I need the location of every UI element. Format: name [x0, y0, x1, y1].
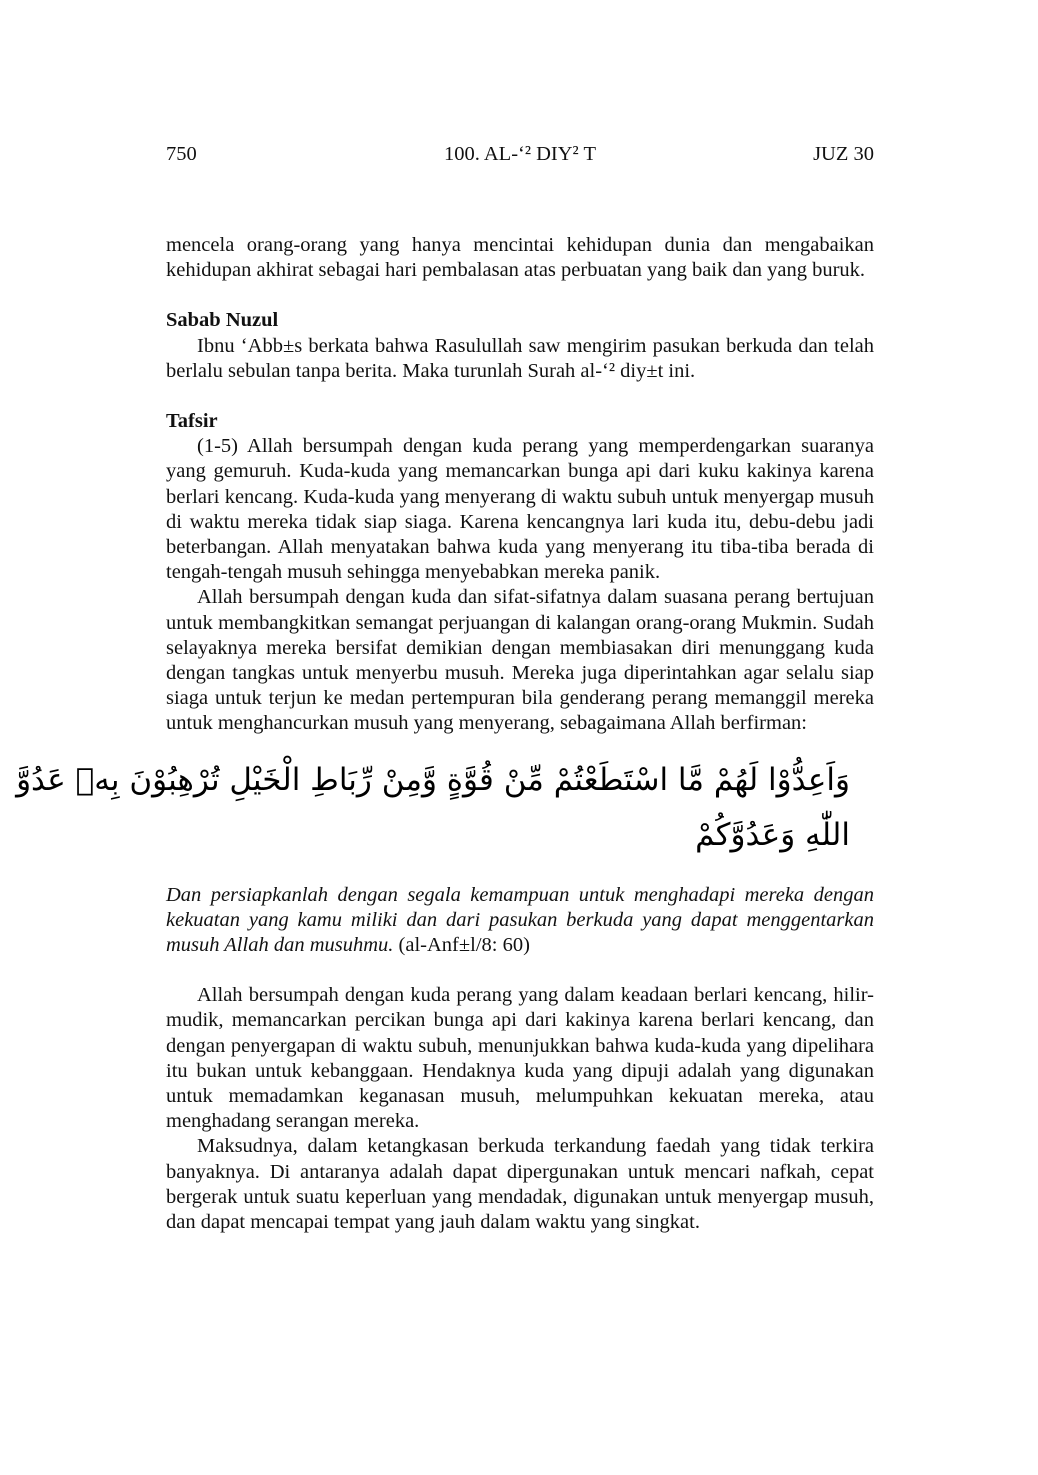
verse-reference: (al-Anf±l/8: 60): [398, 934, 530, 957]
arabic-verse-line-2: اللّٰهِ وَعَدُوَّكُمْ: [695, 816, 850, 853]
tafsir-paragraph-3: Allah bersumpah dengan kuda perang yang dalam keadaan berlari kencang, hilir-mudik, memancarkan percikan bunga api dari kakinya karena berlari kencang, dan dengan penyergapan di waktu subuh, menunjukkan bahwa kuda-kuda yang dipelihara itu bukan untuk kebanggaan. Hendaknya kuda yang dipuji adalah yang digunakan untuk memadamkan keganasan musuh, melumpuhkan kekuatan mereka, atau menghadang serangan mereka.: [166, 984, 874, 1133]
juz-label: JUZ 30: [813, 143, 874, 165]
verse-translation: [166, 883, 874, 959]
tafsir-paragraph-1: (1-5) Allah bersumpah dengan kuda perang yang memperdengarkan suaranya yang gemuruh. Kuda-kuda yang memancarkan bunga api dari kuku kakinya karena berlari kencang. Kuda-kuda yang menyerang di waktu subuh untuk menyergap musuh di waktu mereka tidak siap siaga. Karena kencangnya lari kuda itu, debu-debu jadi beterbangan. Allah menyatakan bahwa kuda yang menyerang itu tiba-tiba berada di tengah-tengah musuh sehingga menyebabkan mereka panik.: [166, 435, 874, 584]
verse-translation-text: Dan persiapkanlah dengan segala kemampuan untuk menghadapi mereka dengan kekuatan yang kamu miliki dan dari pasukan berkuda yang dapat menggentarkan musuh Allah dan musuhmu.: [166, 883, 874, 957]
page-header: [166, 143, 874, 173]
tafsir-paragraph-2: Allah bersumpah dengan kuda dan sifat-sifatnya dalam suasana perang bertujuan untuk membangkitkan semangat perjuangan di kalangan orang-orang Mukmin. Sudah selayaknya mereka bersifat demikian dengan membiasakan diri menunggang kuda dengan tangkas untuk menyerbu musuh. Mereka juga diperintahkan agar selalu siap siaga untuk terjun ke medan pertempuran bila genderang perang memanggil mereka untuk menghancurkan musuh yang menyerang, sebagaimana Allah berfirman:: [166, 586, 874, 735]
page-body: [16, 233, 874, 1235]
intro-paragraph: mencela orang-orang yang hanya mencintai kehidupan dunia dan mengabaikan kehidupan akhirat sebagai hari pembalasan atas perbuatan yang baik dan yang buruk.: [166, 234, 874, 282]
sabab-nuzul-text: Ibnu ‘Abb±s berkata bahwa Rasulullah saw mengirim pasukan berkuda dan telah berlalu sebulan tanpa berita. Maka turunlah Surah al-‘² diy±t ini.: [166, 334, 874, 382]
surah-title: 100. AL-‘² DIY² T: [444, 143, 596, 165]
tafsir-heading: Tafsir: [166, 410, 218, 433]
arabic-verse: [16, 751, 850, 869]
page-number: 750: [166, 143, 197, 165]
sabab-nuzul-heading: Sabab Nuzul: [166, 309, 279, 332]
arabic-verse-line-1: وَاَعِدُّوْا لَهُمْ مَّا اسْتَطَعْتُمْ مِّنْ قُوَّةٍ وَّمِنْ رِّبَاطِ الْخَيْلِ تُرْهِبُوْنَ بِهٖ عَدُوَّ: [16, 761, 850, 798]
tafsir-paragraph-4: Maksudnya, dalam ketangkasan berkuda terkandung faedah yang tidak terkira banyaknya. Di antaranya adalah dapat dipergunakan untuk mencari nafkah, cepat bergerak untuk suatu keperluan yang mendadak, digunakan untuk menyergap musuh, dan dapat mencapai tempat yang jauh dalam waktu yang singkat.: [166, 1135, 874, 1234]
